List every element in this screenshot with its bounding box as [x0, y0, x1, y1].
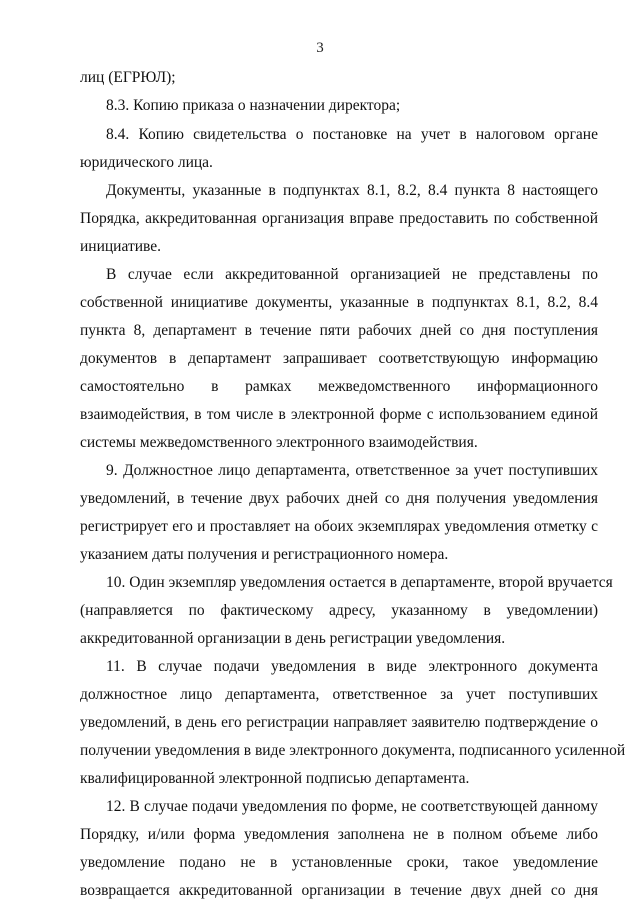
text-line: Порядку, и/или форма уведомления заполнена не в полном объеме либо: [80, 826, 598, 843]
text-line: В случае если аккредитованной организацией не представлены по: [106, 266, 598, 283]
text-line: взаимодействия, в том числе в электронной форме с использованием единой: [80, 406, 598, 423]
text-line: 9. Должностное лицо департамента, ответственное за учет поступивших: [106, 462, 598, 479]
text-line: уведомление подано не в установленные сроки, такое уведомление: [80, 854, 598, 871]
text-line: должностное лицо департамента, ответственное за учет поступивших: [80, 686, 598, 703]
text-line: системы межведомственного электронного взаимодействия.: [80, 434, 478, 451]
text-line: Документы, указанные в подпунктах 8.1, 8.2, 8.4 пункта 8 настоящего: [106, 182, 598, 199]
text-line: регистрирует его и проставляет на обоих экземплярах уведомления отметку с: [80, 518, 598, 535]
text-line: пункта 8, департамент в течение пяти рабочих дней со дня поступления: [80, 322, 598, 339]
text-line: 8.4. Копию свидетельства о постановке на учет в налоговом органе: [106, 126, 598, 143]
text-line: 8.3. Копию приказа о назначении директора;: [106, 97, 401, 114]
text-line: получении уведомления в виде электронного документа, подписанного усиленной: [80, 742, 626, 759]
text-line: указанием даты получения и регистрационного номера.: [80, 546, 449, 563]
text-line: аккредитованной организации в день регистрации уведомления.: [80, 630, 506, 647]
text-line: собственной инициативе документы, указанные в подпунктах 8.1, 8.2, 8.4: [80, 294, 598, 311]
text-line: 12. В случае подачи уведомления по форме, не соответствующей данному: [106, 798, 598, 815]
text-line: уведомлений, в день его регистрации направляет заявителю подтверждение о: [80, 714, 598, 731]
page-number: 3: [316, 40, 324, 56]
text-line: лиц (ЕГРЮЛ);: [80, 69, 176, 86]
text-line: квалифицированной электронной подписью департамента.: [80, 770, 470, 787]
text-line: самостоятельно в рамках межведомственного информационного: [80, 378, 598, 395]
text-line: 11. В случае подачи уведомления в виде электронного документа: [106, 658, 598, 675]
text-line: возвращается аккредитованной организации в течение двух дней со дня: [80, 882, 598, 899]
text-line: Порядка, аккредитованная организация вправе предоставить по собственной: [80, 210, 598, 227]
text-line: документов в департамент запрашивает соответствующую информацию: [80, 350, 598, 367]
text-line: инициативе.: [80, 238, 162, 255]
text-line: уведомлений, в течение двух рабочих дней со дня получения уведомления: [80, 490, 598, 507]
text-line: 10. Один экземпляр уведомления остается в департаменте, второй вручается: [106, 574, 613, 591]
text-line: (направляется по фактическому адресу, указанному в уведомлении): [80, 602, 598, 619]
text-line: юридического лица.: [80, 154, 213, 171]
